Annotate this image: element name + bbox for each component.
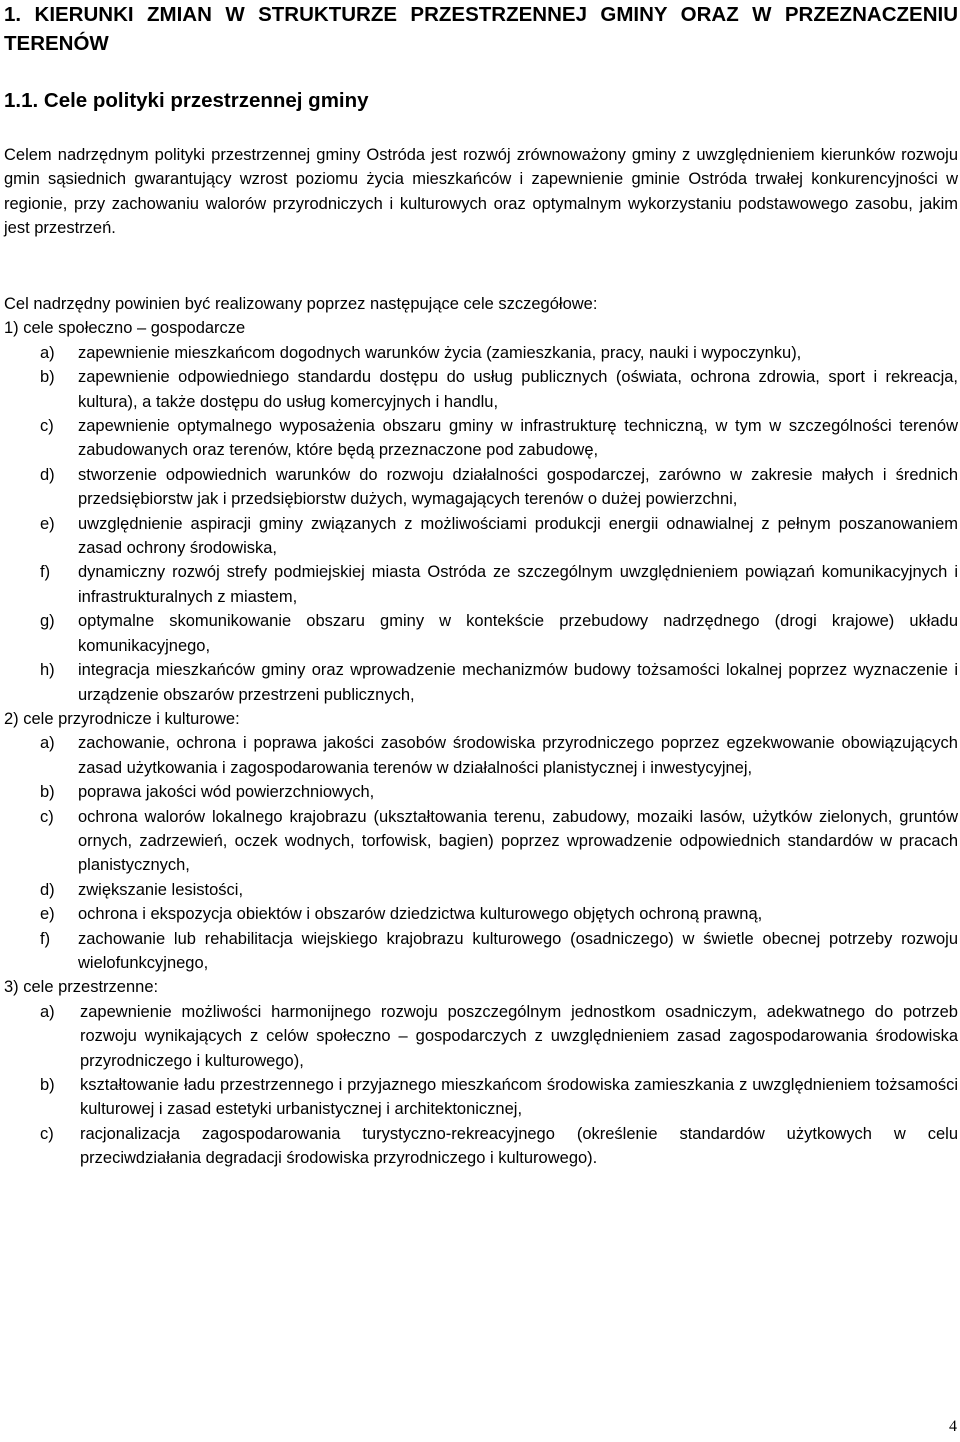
list-item [4, 902, 958, 926]
list-marker: f) [40, 563, 51, 582]
list-marker: c) [40, 417, 54, 436]
list-item [4, 414, 958, 463]
list-item-text: stworzenie odpowiednich warunków do rozwoju działalności gospodarczej, zarówno w zakresie małych i średnich przedsiębiorstw jak i przedsiębiorstw dużych, wymagających terenów o dużej powierzchni, [78, 465, 958, 509]
list-item [4, 731, 958, 780]
list-marker: a) [40, 1002, 55, 1021]
list-item [4, 463, 958, 512]
list-item-text: zapewnienie odpowiedniego standardu dostępu do usług publicznych (oświata, ochrona zdrowia, sport i rekreacja, kultura), a także dostępu do usług komercyjnych i handlu, [78, 368, 958, 411]
goal-group-title: 1) cele społeczno – gospodarcze [4, 319, 246, 338]
list-item-text: zapewnienie mieszkańcom dogodnych warunków życia (zamieszkania, pracy, nauki i wypoczynku), [78, 343, 802, 362]
list-item-text: ochrona walorów lokalnego krajobrazu (ukształtowania terenu, zabudowy, mozaiki lasów, użytków zielonych, gruntów ornych, zadrzewień, oczek wodnych, torfowisk, bagien) poprzez wprowadzenie odpowiednich standardów w pracach planistycznych, [78, 807, 958, 875]
list-marker: b) [40, 1076, 55, 1094]
list-marker: c) [40, 1124, 54, 1143]
list-item [4, 1000, 958, 1073]
list-item-text: zapewnienie możliwości harmonijnego rozwoju poszczególnym jednostkom osadniczym, adekwatnego do potrzeb rozwoju wynikających z celów społeczno – gospodarczych z uwzględnieniem zasad zagospodarowania środowiska przyrodniczego i kulturowego), [80, 1002, 958, 1070]
list-item [4, 780, 958, 804]
goal-group-2 [4, 707, 958, 975]
list-item-text: poprawa jakości wód powierzchniowych, [78, 783, 375, 802]
list-item-text: dynamiczny rozwój strefy podmiejskiej miasta Ostróda ze szczególnym uwzględnieniem powiązań komunikacyjnych i infrastrukturalnych z miastem, [78, 563, 958, 606]
list-marker: f) [40, 929, 51, 948]
list-item-text: zapewnienie optymalnego wyposażenia obszaru gminy w infrastrukturę techniczną, w tym w szczególności terenów zabudowanych oraz terenów, które będą przeznaczone pod zabudowę, [78, 417, 958, 460]
list-marker: g) [40, 612, 55, 631]
goals-intro: Cel nadrzędny powinien być realizowany poprzez następujące cele szczegółowe: [4, 295, 598, 313]
list-item-text: uwzględnienie aspiracji gminy związanych z możliwościami produkcji energii odnawialnej z pełnym poszanowaniem zasad ochrony środowiska, [78, 514, 958, 558]
list-item-text: zachowanie, ochrona i poprawa jakości zasobów środowiska przyrodniczego poprzez egzekwowanie obowiązujących zasad użytkowania i zagospodarowania terenów w działalności planistycznej i inwestycyjnej, [78, 734, 958, 777]
list-marker: d) [40, 880, 55, 899]
goal-group-title: 3) cele przestrzenne: [4, 978, 159, 997]
list-marker: e) [40, 514, 55, 533]
list-marker: a) [40, 734, 55, 753]
list-item [4, 365, 958, 414]
list-item [4, 560, 958, 609]
list-marker: c) [40, 807, 54, 826]
list-item [4, 1122, 958, 1171]
list-marker: d) [40, 465, 55, 484]
document-page [4, 0, 958, 1168]
goal-group-title: 2) cele przyrodnicze i kulturowe: [4, 709, 240, 728]
list-item-text: optymalne skomunikowanie obszaru gminy w kontekście przebudowy nadrzędnego (drogi krajowe) układu komunikacyjnego, [78, 612, 958, 655]
list-marker: h) [40, 661, 55, 680]
section-title: 1.1. Cele polityki przestrzennej gminy [4, 89, 369, 112]
list-item-text: zwiększanie lesistości, [78, 880, 244, 899]
list-item [4, 805, 958, 878]
goals-section [4, 292, 958, 1171]
list-item [4, 1073, 958, 1122]
list-item [4, 512, 958, 561]
list-marker: a) [40, 343, 55, 362]
chapter-title: 1. KIERUNKI ZMIAN W STRUKTURZE PRZESTRZENNEJ GMINY ORAZ W PRZEZNACZENIU TERENÓW [4, 3, 958, 55]
page-number: 4 [949, 1418, 957, 1435]
list-item [4, 927, 958, 976]
list-marker: b) [40, 783, 55, 802]
goal-group-1 [4, 316, 958, 707]
list-item [4, 341, 958, 365]
list-item [4, 609, 958, 658]
goal-group-3 [4, 975, 958, 1170]
intro-paragraph: Celem nadrzędnym polityki przestrzennej gminy Ostróda jest rozwój zrównoważony gminy z uwzględnieniem kierunków rozwoju gmin sąsiednich gwarantujący wzrost poziomu życia mieszkańców i zapewnienie gminie Ostróda trwałej konkurencyjności w regionie, przy zachowaniu walorów przyrodniczych i kulturowych oraz optymalnym wykorzystaniu podstawowego zasobu, jakim jest przestrzeń. [4, 146, 958, 238]
list-marker: e) [40, 905, 55, 924]
list-item-text: integracja mieszkańców gminy oraz wprowadzenie mechanizmów budowy tożsamości lokalnej poprzez wyznaczenie i urządzenie obszarów przestrzeni publicznych, [78, 661, 958, 704]
list-item-text: kształtowanie ładu przestrzennego i przyjaznego mieszkańcom środowiska zamieszkania z uwzględnieniem tożsamości kulturowej i zasad estetyki urbanistycznej i architektonicznej, [80, 1076, 958, 1119]
list-item-text: racjonalizacja zagospodarowania turystyczno-rekreacyjnego (określenie standardów użytkowych w celu przeciwdziałania degradacji środowiska przyrodniczego i kulturowego). [80, 1124, 958, 1168]
list-marker: b) [40, 368, 55, 387]
list-item [4, 878, 958, 902]
list-item [4, 658, 958, 707]
list-item-text: ochrona i ekspozycja obiektów i obszarów dziedzictwa kulturowego objętych ochroną prawną, [78, 905, 763, 924]
list-item-text: zachowanie lub rehabilitacja wiejskiego krajobrazu kulturowego (osadniczego) w świetle obecnej potrzeby rozwoju wielofunkcyjnego, [78, 929, 958, 972]
